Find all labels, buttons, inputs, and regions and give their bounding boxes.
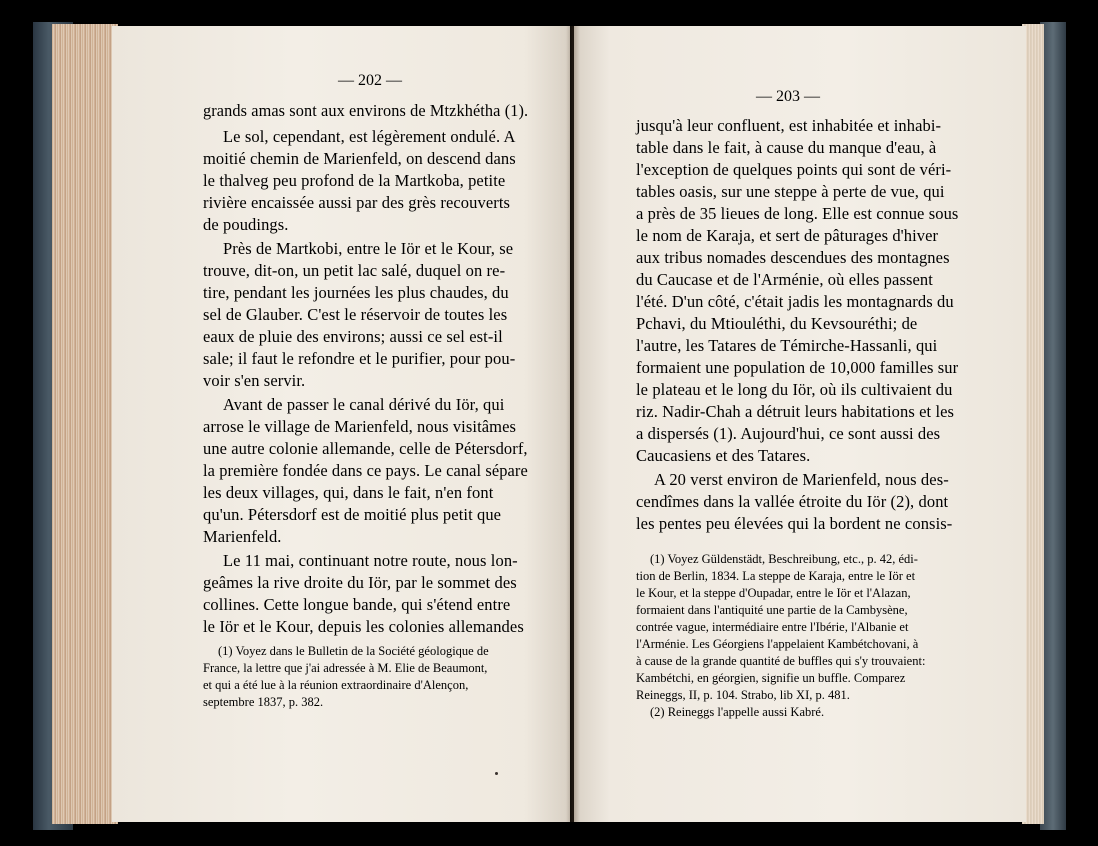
text-line: Le 11 mai, continuant notre route, nous lon- <box>223 551 518 570</box>
text-line: formaient une population de 10,000 familles sur <box>636 358 959 377</box>
text-line: les deux villages, qui, dans le fait, n'en font <box>203 483 494 502</box>
page-number-right: — 203 — <box>756 88 820 105</box>
text-line: sel de Glauber. C'est le réservoir de toutes les <box>203 305 508 324</box>
book-gutter <box>566 26 580 822</box>
text-line: de poudings. <box>203 215 289 234</box>
footnote-line: (1) Voyez Güldenstädt, Beschreibung, etc., p. 42, édi- <box>650 552 918 566</box>
text-line: tire, pendant les journées les plus chaudes, du <box>203 283 509 302</box>
footnote-line: et qui a été lue à la réunion extraordinaire d'Alençon, <box>203 678 469 692</box>
text-line: les pentes peu élevées qui la bordent ne consis- <box>636 514 953 533</box>
footnote-line: le Kour, et la steppe d'Oupadar, entre le Iör et l'Alazan, <box>636 586 911 600</box>
text-line: voir s'en servir. <box>203 371 306 390</box>
page-number-left: — 202 — <box>338 72 402 89</box>
text-line: Le sol, cependant, est légèrement ondulé. A <box>223 127 516 146</box>
text-line: a dispersés (1). Aujourd'hui, ce sont aussi des <box>636 424 941 443</box>
text-line: du Caucase et de l'Arménie, où elles passent <box>636 270 933 289</box>
text-line: arrose le village de Marienfeld, nous visitâmes <box>203 417 517 436</box>
text-line: tables oasis, sur une steppe à perte de vue, qui <box>636 182 945 201</box>
text-line: riz. Nadir-Chah a détruit leurs habitations et les <box>636 402 955 421</box>
text-line: la première fondée dans ce pays. Le canal sépare <box>203 461 528 480</box>
text-line: l'été. D'un côté, c'était jadis les montagnards du <box>636 292 954 311</box>
text-line: grands amas sont aux environs de Mtzkhétha (1). <box>203 101 529 120</box>
footnote-line: Kambétchi, en géorgien, signifie un buffle. Comparez <box>636 671 906 685</box>
text-line: le thalveg peu profond de la Martkoba, petite <box>203 171 506 190</box>
footnote-line: Reineggs, II, p. 104. Strabo, lib XI, p. 481. <box>636 688 850 702</box>
text-line: le nom de Karaja, et sert de pâturages d'hiver <box>636 226 939 245</box>
text-line: A 20 verst environ de Marienfeld, nous des- <box>654 470 949 489</box>
text-line: une autre colonie allemande, celle de Pétersdorf, <box>203 439 528 458</box>
footnote-line: formaient dans l'antiquité une partie de la Cambysène, <box>636 603 908 617</box>
text-line: l'autre, les Tatares de Témirche-Hassanli, qui <box>636 336 938 355</box>
text-line: Pchavi, du Mtiouléthi, du Kevsouréthi; de <box>636 314 918 333</box>
text-line: Caucasiens et des Tatares. <box>636 446 811 465</box>
text-line: Avant de passer le canal dérivé du Iör, qui <box>223 395 505 414</box>
footnote-line: à cause de la grande quantité de buffles qui s'y trouvaient: <box>636 654 926 668</box>
footnote-line: (1) Voyez dans le Bulletin de la Société géologique de <box>218 644 489 658</box>
text-line: qu'un. Pétersdorf est de moitié plus petit que <box>203 505 502 524</box>
text-line: sale; il faut le refondre et le purifier, pour pou- <box>203 349 516 368</box>
text-line: jusqu'à leur confluent, est inhabitée et inhabi- <box>636 116 942 135</box>
text-line: trouve, dit-on, un petit lac salé, duquel on re- <box>203 261 506 280</box>
text-line: geâmes la rive droite du Iör, par le sommet des <box>203 573 517 592</box>
ink-speck <box>495 772 498 775</box>
footnote-line: France, la lettre que j'ai adressée à M. Elie de Beaumont, <box>203 661 488 675</box>
footnote-line: l'Arménie. Les Géorgiens l'appelaient Kambétchovani, à <box>636 637 919 651</box>
footnote-line: contrée vague, intermédiaire entre l'Ibérie, l'Albanie et <box>636 620 909 634</box>
text-line: rivière encaissée aussi par des grès recouverts <box>203 193 511 212</box>
text-line: le plateau et le long du Iör, où ils cultivaient du <box>636 380 953 399</box>
text-line: collines. Cette longue bande, qui s'étend entre <box>203 595 511 614</box>
text-line: le Iör et le Kour, depuis les colonies allemandes <box>203 617 524 636</box>
text-line: aux tribus nomades descendues des montagnes <box>636 248 950 267</box>
text-line: Près de Martkobi, entre le Iör et le Kour, se <box>223 239 514 258</box>
text-line: table dans le fait, à cause du manque d'eau, à <box>636 138 937 157</box>
text-line: l'exception de quelques points qui sont de véri- <box>636 160 952 179</box>
text-line: cendîmes dans la vallée étroite du Iör (2), dont <box>636 492 949 511</box>
page-edges-left <box>52 24 118 824</box>
text-line: a près de 35 lieues de long. Elle est connue sous <box>636 204 959 223</box>
footnote-line: tion de Berlin, 1834. La steppe de Karaja, entre le Iör et <box>636 569 916 583</box>
text-line: moitié chemin de Marienfeld, on descend dans <box>203 149 516 168</box>
footnote-line: (2) Reineggs l'appelle aussi Kabré. <box>650 705 825 719</box>
text-line: Marienfeld. <box>203 527 282 546</box>
footnote-line: septembre 1837, p. 382. <box>203 695 324 709</box>
text-line: eaux de pluie des environs; aussi ce sel est-il <box>203 327 503 346</box>
